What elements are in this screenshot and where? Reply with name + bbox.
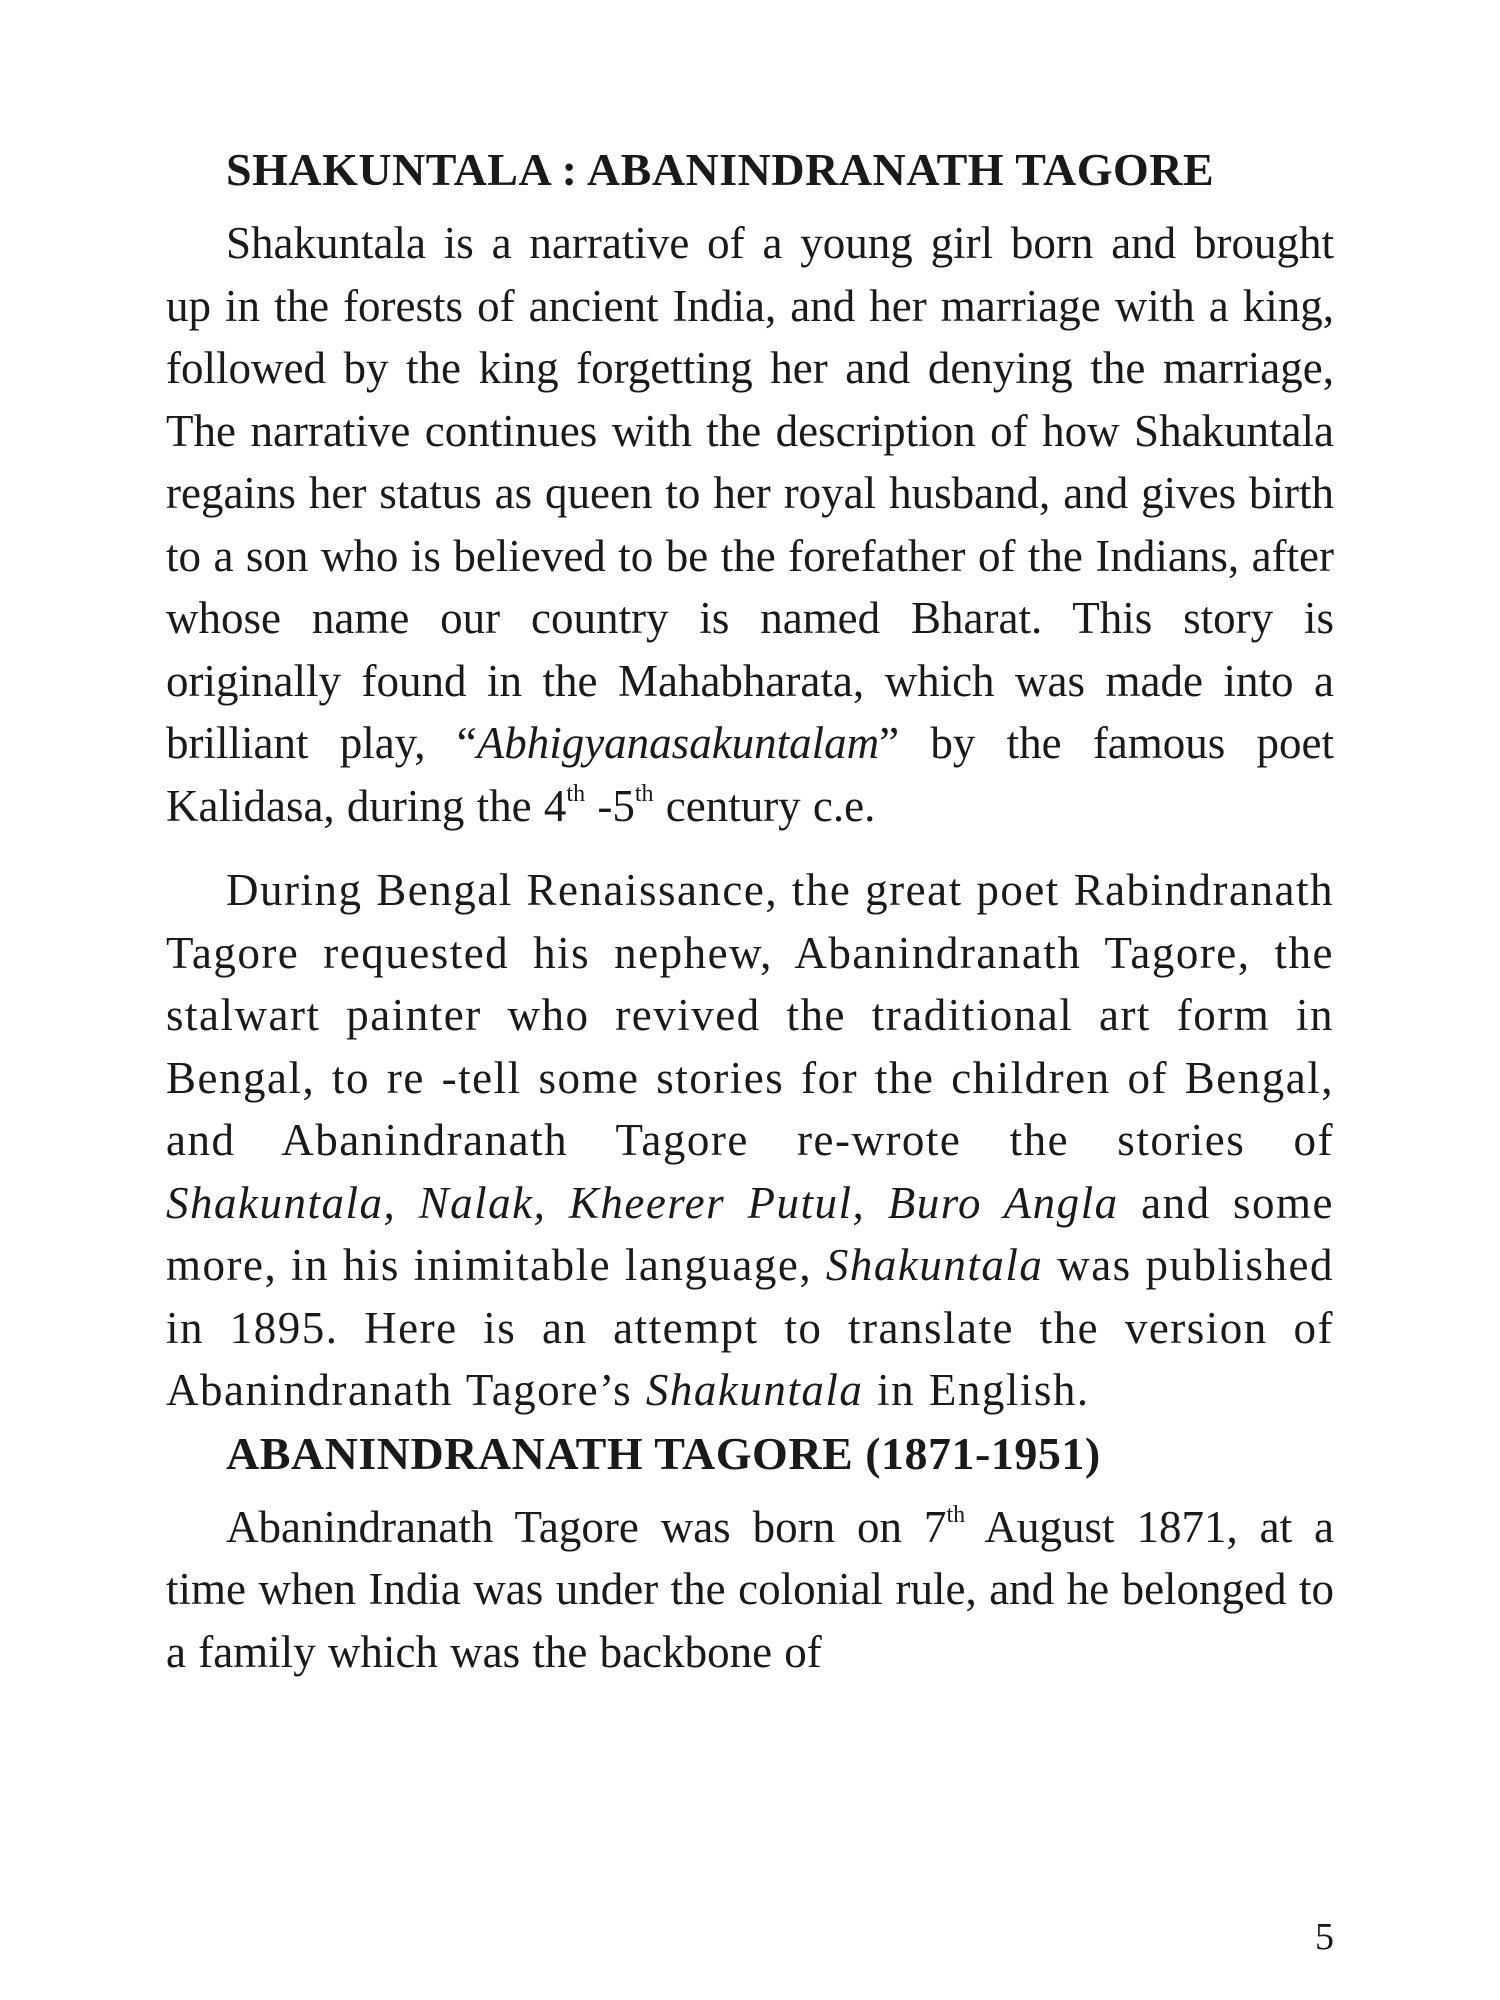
section-heading-abanindranath: ABANINDRANATH TAGORE (1871-1951): [226, 1427, 1101, 1479]
book-title: Shakuntala: [645, 1365, 864, 1415]
paragraph-text: and some more, in his inimitable language,: [166, 1177, 1334, 1290]
section-heading-shakuntala: SHAKUNTALA : ABANINDRANATH TAGORE: [226, 144, 1215, 195]
ordinal-suffix: th: [566, 780, 586, 807]
story-titles: Shakuntala, Nalak, Kheerer Putul, Buro Angla: [166, 1177, 1119, 1228]
paragraph-shakuntala-narrative: [166, 212, 1334, 837]
page-number: 5: [1315, 1916, 1334, 1958]
paragraph-text: August 1871, at a time when India was under the colonial rule, and he belonged to a family which was the backbone of: [166, 1501, 1335, 1677]
paragraph-biography: [166, 1496, 1334, 1684]
paragraph-text: was published in 1895. Here is an attempt to translate the version of Abanindranath Tagore’s: [166, 1240, 1334, 1415]
document-page: [166, 138, 1334, 1683]
ordinal-suffix: th: [946, 1501, 966, 1528]
paragraph-text: century c.e.: [653, 780, 876, 831]
play-title: Abhigyanasakuntalam: [476, 718, 880, 768]
book-title: Shakuntala: [825, 1240, 1044, 1290]
paragraph-text: -5: [585, 780, 635, 831]
paragraph-text: Shakuntala is a narrative of a young girl born and brought up in the forests of ancient India, and her marriage with a king, followed by the king forgetting her and denying the marriage, The narrative continues with the description of how Shakuntala regains her status as queen to her royal husband, and gives birth to a son who is believed to be the forefather of the Indians, after whose name our country is named Bharat. This story is originally found in the Mahabharata, which was made into a brilliant play, “: [166, 218, 1334, 768]
paragraph-text: Abanindranath Tagore was born on 7: [226, 1501, 947, 1552]
paragraph-text: During Bengal Renaissance, the great poet Rabindranath Tagore requested his nephew, Abanindranath Tagore, the stalwart painter who revived the traditional art form in Bengal, to re -tell some stories for the children of Bengal, and Abanindranath Tagore re-wrote the stories of: [166, 865, 1334, 1165]
paragraph-bengal-renaissance: [166, 859, 1334, 1422]
paragraph-text: ” by the famous poet Kalidasa, during the 4: [166, 718, 1334, 831]
ordinal-suffix: th: [634, 780, 654, 807]
paragraph-text: in English.: [863, 1365, 1090, 1415]
